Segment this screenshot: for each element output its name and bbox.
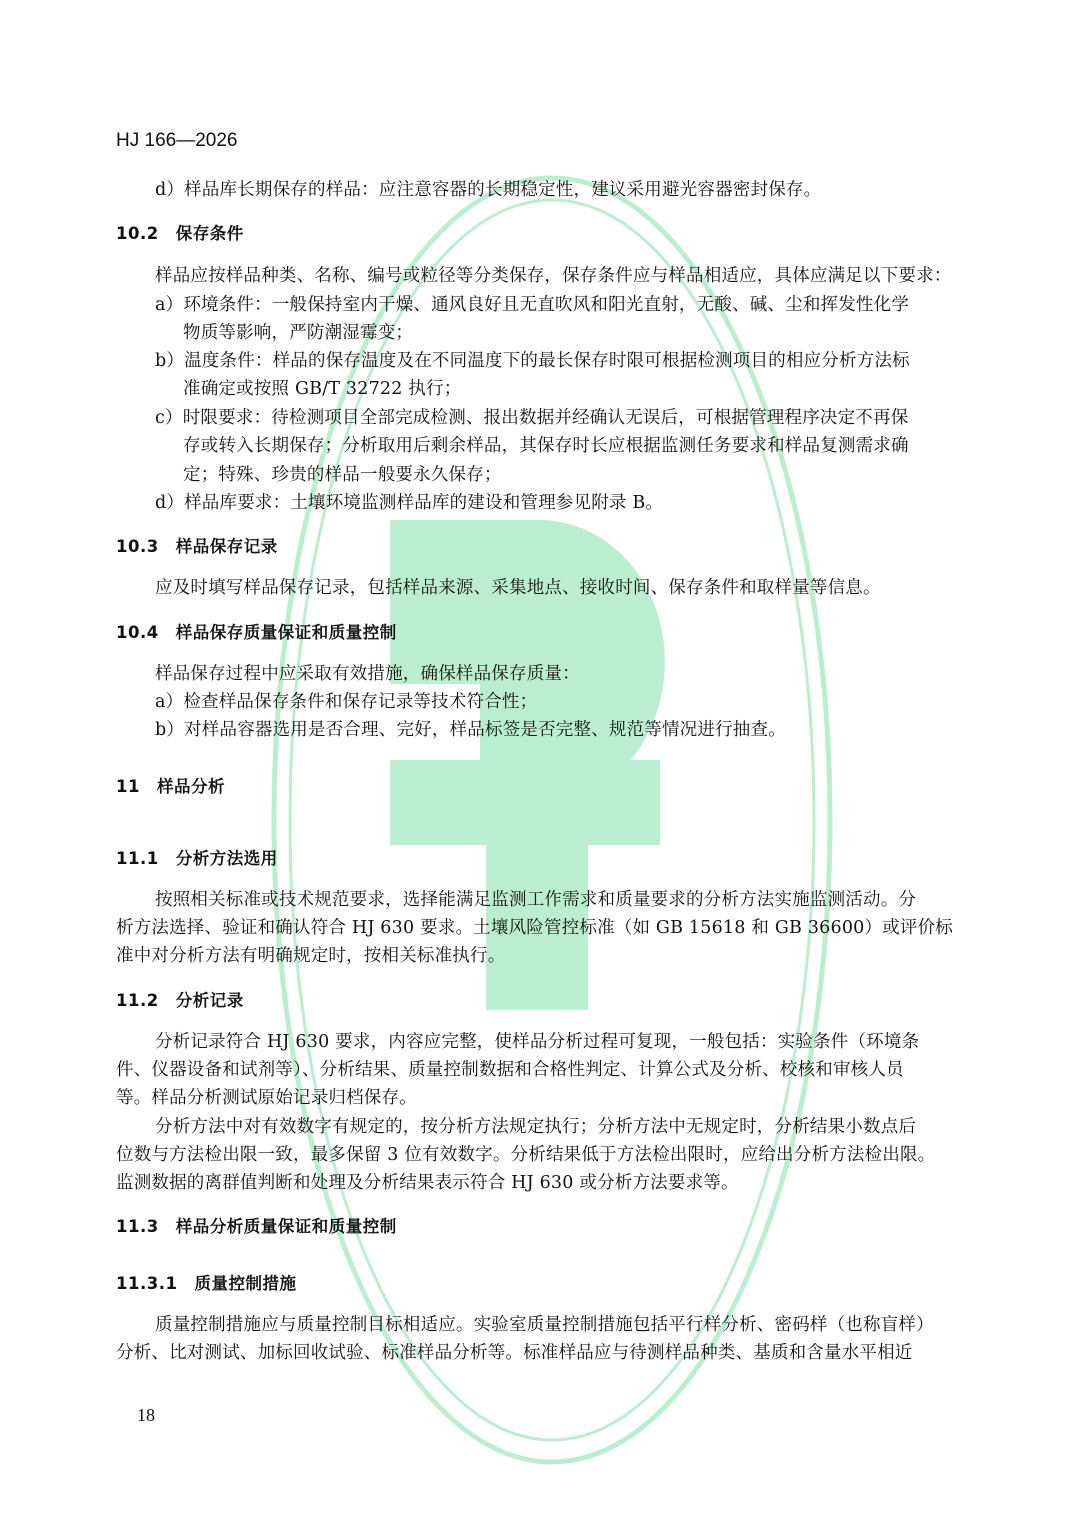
subsection-heading: 11.3.1 质量控制措施 [116, 1274, 297, 1293]
section-heading: 11.1 分析方法选用 [116, 849, 278, 868]
paragraph-line: 等。样品分析测试原始记录归档保存。 [116, 1088, 417, 1108]
list-item-continuation: 定；特殊、珍贵的样品一般要永久保存； [183, 465, 502, 485]
list-item: d）样品库长期保存的样品：应注意容器的长期稳定性，建议采用避光容器密封保存。 [155, 180, 822, 200]
paragraph-line: 位数与方法检出限一致，最多保留 3 位有效数字。分析结果低于方法检出限时，应给出分析方法检出限。 [116, 1145, 936, 1165]
section-heading: 10.4 样品保存质量保证和质量控制 [116, 623, 397, 642]
paragraph-line: 分析方法中对有效数字有规定的，按分析方法规定执行；分析方法中无规定时，分析结果小数点后 [155, 1117, 917, 1137]
paragraph-line: 分析记录符合 HJ 630 要求，内容应完整，使样品分析过程可复现，一般包括：实验条件（环境条 [155, 1032, 920, 1052]
paragraph-line: 样品应按样品种类、名称、编号或粒径等分类保存，保存条件应与样品相适应，具体应满足以下要求： [155, 266, 952, 286]
paragraph-line: 样品保存过程中应采取有效措施，确保样品保存质量： [155, 664, 580, 684]
section-heading: 10.3 样品保存记录 [116, 537, 278, 556]
list-item: b）温度条件：样品的保存温度及在不同温度下的最长保存时限可根据检测项目的相应分析方法标 [155, 351, 910, 371]
list-item-continuation: 准确定或按照 GB/T 32722 执行； [183, 379, 462, 399]
document-code: HJ 166—2026 [116, 130, 238, 151]
paragraph-line: 分析、比对测试、加标回收试验、标准样品分析等。标准样品应与待测样品种类、基质和含量水平相近 [116, 1343, 913, 1363]
list-item: d）样品库要求：土壤环境监测样品库的建设和管理参见附录 B。 [155, 493, 664, 513]
list-item: a）环境条件：一般保持室内干燥、通风良好且无直吹风和阳光直射，无酸、碱、尘和挥发性化学 [155, 295, 910, 315]
paragraph-line: 准中对分析方法有明确规定时，按相关标准执行。 [116, 946, 506, 966]
list-item-continuation: 物质等影响，严防潮湿霉变； [183, 323, 414, 343]
paragraph-line: 析方法选择、验证和确认符合 HJ 630 要求。土壤风险管控标准（如 GB 15618 和 GB 36600）或评价标 [116, 918, 953, 938]
section-heading: 11.2 分析记录 [116, 991, 244, 1010]
paragraph-line: 监测数据的离群值判断和处理及分析结果表示符合 HJ 630 或分析方法要求等。 [116, 1173, 739, 1193]
paragraph-line: 应及时填写样品保存记录，包括样品来源、采集地点、接收时间、保存条件和取样量等信息。 [155, 578, 881, 598]
paragraph-line: 按照相关标准或技术规范要求，选择能满足监测工作需求和质量要求的分析方法实施监测活动。分 [155, 890, 917, 910]
list-item: c）时限要求：待检测项目全部完成检测、报出数据并经确认无误后，可根据管理程序决定不再保 [155, 408, 909, 428]
watermark-bottom-glyph [390, 760, 660, 1010]
list-item: a）检查样品保存条件和保存记录等技术符合性； [155, 692, 538, 712]
paragraph-line: 质量控制措施应与质量控制目标相适应。实验室质量控制措施包括平行样分析、密码样（也称盲样） [155, 1315, 934, 1335]
list-item: b）对样品容器选用是否合理、完好，样品标签是否完整、规范等情况进行抽查。 [155, 720, 786, 740]
page-number: 18 [137, 1405, 155, 1425]
section-heading: 11.3 样品分析质量保证和质量控制 [116, 1217, 397, 1236]
list-item-continuation: 存或转入长期保存；分析取用后剩余样品，其保存时长应根据监测任务要求和样品复测需求确 [183, 436, 909, 456]
chapter-heading: 11 样品分析 [116, 777, 225, 796]
paragraph-line: 件、仪器设备和试剂等）、分析结果、质量控制数据和合格性判定、计算公式及分析、校核和审核人员 [116, 1060, 904, 1080]
section-heading: 10.2 保存条件 [116, 224, 244, 243]
